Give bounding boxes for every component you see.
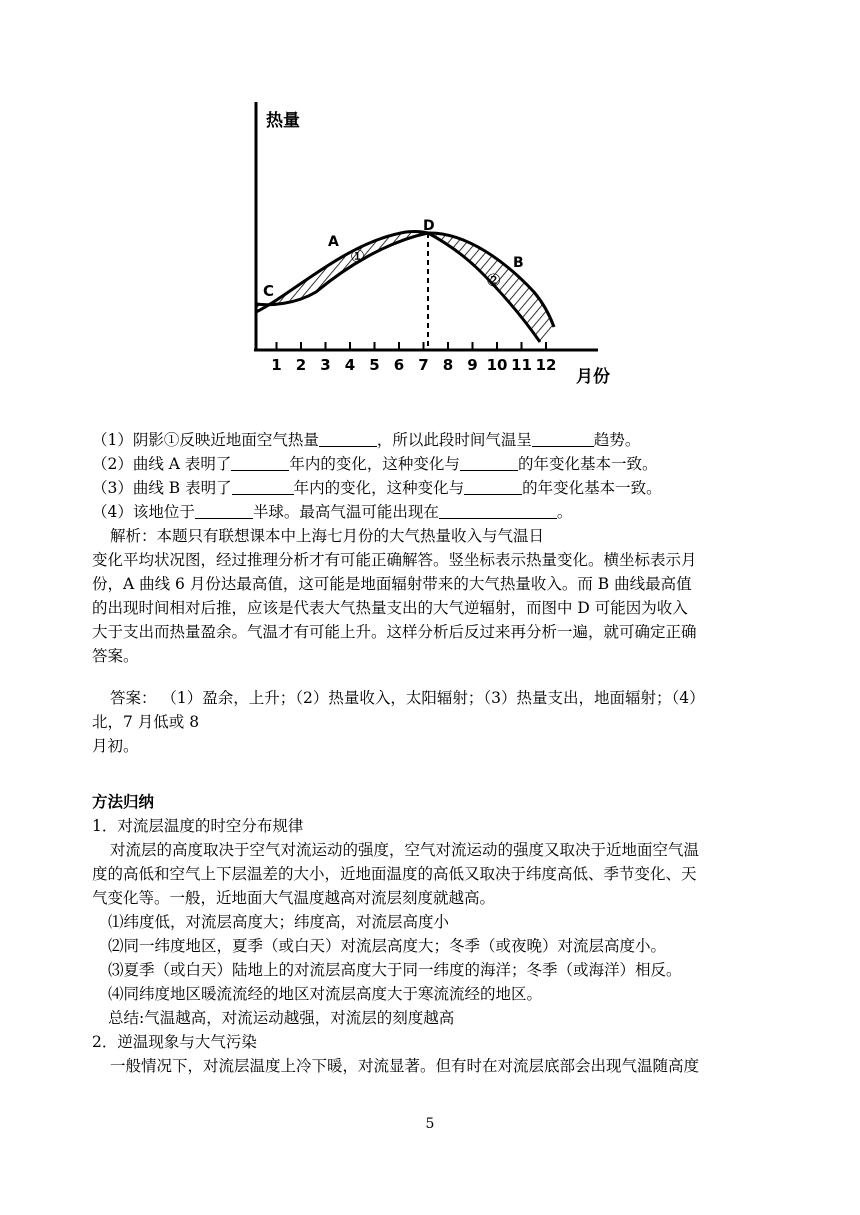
blank <box>439 503 557 519</box>
month-label: 3 <box>320 356 331 374</box>
label-a: A <box>328 234 339 250</box>
blank <box>464 479 522 495</box>
month-label: 6 <box>393 356 405 374</box>
question-2-suffix: 的年变化基本一致。 <box>517 455 658 473</box>
section-1-paragraph: 度的高低和空气上下层温差的大小，近地面温度的高低又取决于纬度高低、季节变化、天 <box>92 865 697 883</box>
label-d: D <box>423 218 435 234</box>
month-label: 2 <box>295 356 307 374</box>
question-2 <box>92 452 772 476</box>
method-heading: 方法归纳 <box>92 793 155 811</box>
question-2-mid: 年内的变化，这种变化与 <box>289 455 460 473</box>
x-axis-label: 月份 <box>576 367 610 387</box>
analysis-line: 答案。 <box>92 647 139 665</box>
month-label: 9 <box>467 356 478 374</box>
method-summary <box>92 790 772 1078</box>
section-2-paragraph: 一般情况下，对流层温度上冷下暖，对流显著。但有时在对流层底部会出现气温随高度 <box>110 1057 700 1075</box>
label-shade-2: ② <box>486 271 502 291</box>
question-3-suffix: 的年变化基本一致。 <box>522 479 662 497</box>
blank <box>532 431 594 447</box>
month-label: 4 <box>344 356 356 374</box>
analysis-line: 的出现时间相对后推，应该是代表大气热量支出的大气逆辐射，而图中 D 可能因为收入 <box>92 599 688 617</box>
section-1-item: ⑴纬度低，对流层高度大；纬度高，对流层高度小 <box>108 913 450 931</box>
analysis-line: 大于支出而热量盈余。气温才有可能上升。这样分析后反过来再分析一遍，就可确定正确 <box>92 623 697 641</box>
analysis <box>92 524 772 668</box>
section-1-title: 1．对流层温度的时空分布规律 <box>92 817 304 835</box>
questions <box>92 428 772 524</box>
heat-month-figure <box>236 92 616 402</box>
answer <box>92 686 772 758</box>
section-1-paragraph: 气变化等。一般，近地面大气温度越高对流层刻度就越高。 <box>92 889 496 907</box>
month-label: 12 <box>535 356 557 374</box>
section-1-item: ⑷同纬度地区暖流流经的地区对流层高度大于寒流流经的地区。 <box>108 985 543 1003</box>
section-1-item: ⑵同一纬度地区，夏季（或白天）对流层高度大；冬季（或夜晚）对流层高度小。 <box>108 937 667 955</box>
question-3 <box>92 476 772 500</box>
question-1 <box>92 428 772 452</box>
analysis-line: 解析：本题只有联想课本中上海七月份的大气热量收入与气温日 <box>110 527 545 545</box>
month-label: 11 <box>511 356 532 374</box>
page-number: 5 <box>425 1116 435 1132</box>
question-2-prefix: （2）曲线 A 表明了 <box>92 455 232 473</box>
section-2-title: 2．逆温现象与大气污染 <box>92 1033 257 1051</box>
question-3-prefix: （3）曲线 B 表明了 <box>92 479 232 497</box>
analysis-line: 份，A 曲线 6 月份达最高值，这可能是地面辐射带来的大气热量收入。而 B 曲线最高值 <box>92 575 692 593</box>
question-4 <box>92 500 772 524</box>
blank <box>460 455 518 471</box>
x-axis-month-labels <box>271 356 556 374</box>
question-4-mid: 半球。最高气温可能出现在 <box>252 503 439 521</box>
month-label: 7 <box>418 356 429 374</box>
label-c: C <box>263 282 275 300</box>
section-1-item: ⑶夏季（或白天）陆地上的对流层高度大于同一纬度的海洋；冬季（或海洋）相反。 <box>108 961 682 979</box>
question-1-prefix: （1）阴影①反映近地面空气热量 <box>92 431 319 449</box>
blank <box>195 503 253 519</box>
month-label: 8 <box>442 356 454 374</box>
blank <box>231 455 289 471</box>
question-4-prefix: （4）该地位于 <box>92 503 195 521</box>
question-1-mid: ，所以此段时间气温呈 <box>376 431 532 449</box>
label-shade-1: ① <box>350 247 366 267</box>
answer-line: 北，7 月低或 8 <box>92 713 200 731</box>
blank <box>232 479 294 495</box>
section-1-summary: 总结:气温越高，对流运动越强，对流层的刻度越高 <box>108 1009 455 1027</box>
month-label: 1 <box>271 356 282 374</box>
question-4-suffix: 。 <box>556 503 573 521</box>
month-label: 10 <box>486 356 508 374</box>
question-1-suffix: 趋势。 <box>593 431 641 449</box>
month-label: 5 <box>369 356 380 374</box>
blank <box>319 431 377 447</box>
answer-line: 答案： （1）盈余，上升；（2）热量收入，太阳辐射；（3）热量支出，地面辐射；（4） <box>110 689 705 707</box>
question-3-mid: 年内的变化，这种变化与 <box>293 479 465 497</box>
section-1-paragraph: 对流层的高度取决于空气对流运动的强度，空气对流运动的强度又取决于近地面空气温 <box>110 841 700 859</box>
y-axis-label: 热量 <box>266 111 300 131</box>
label-b: B <box>513 255 524 271</box>
answer-line: 月初。 <box>92 737 139 755</box>
analysis-line: 变化平均状况图，经过推理分析才有可能正确解答。竖坐标表示热量变化。横坐标表示月 <box>92 551 697 569</box>
